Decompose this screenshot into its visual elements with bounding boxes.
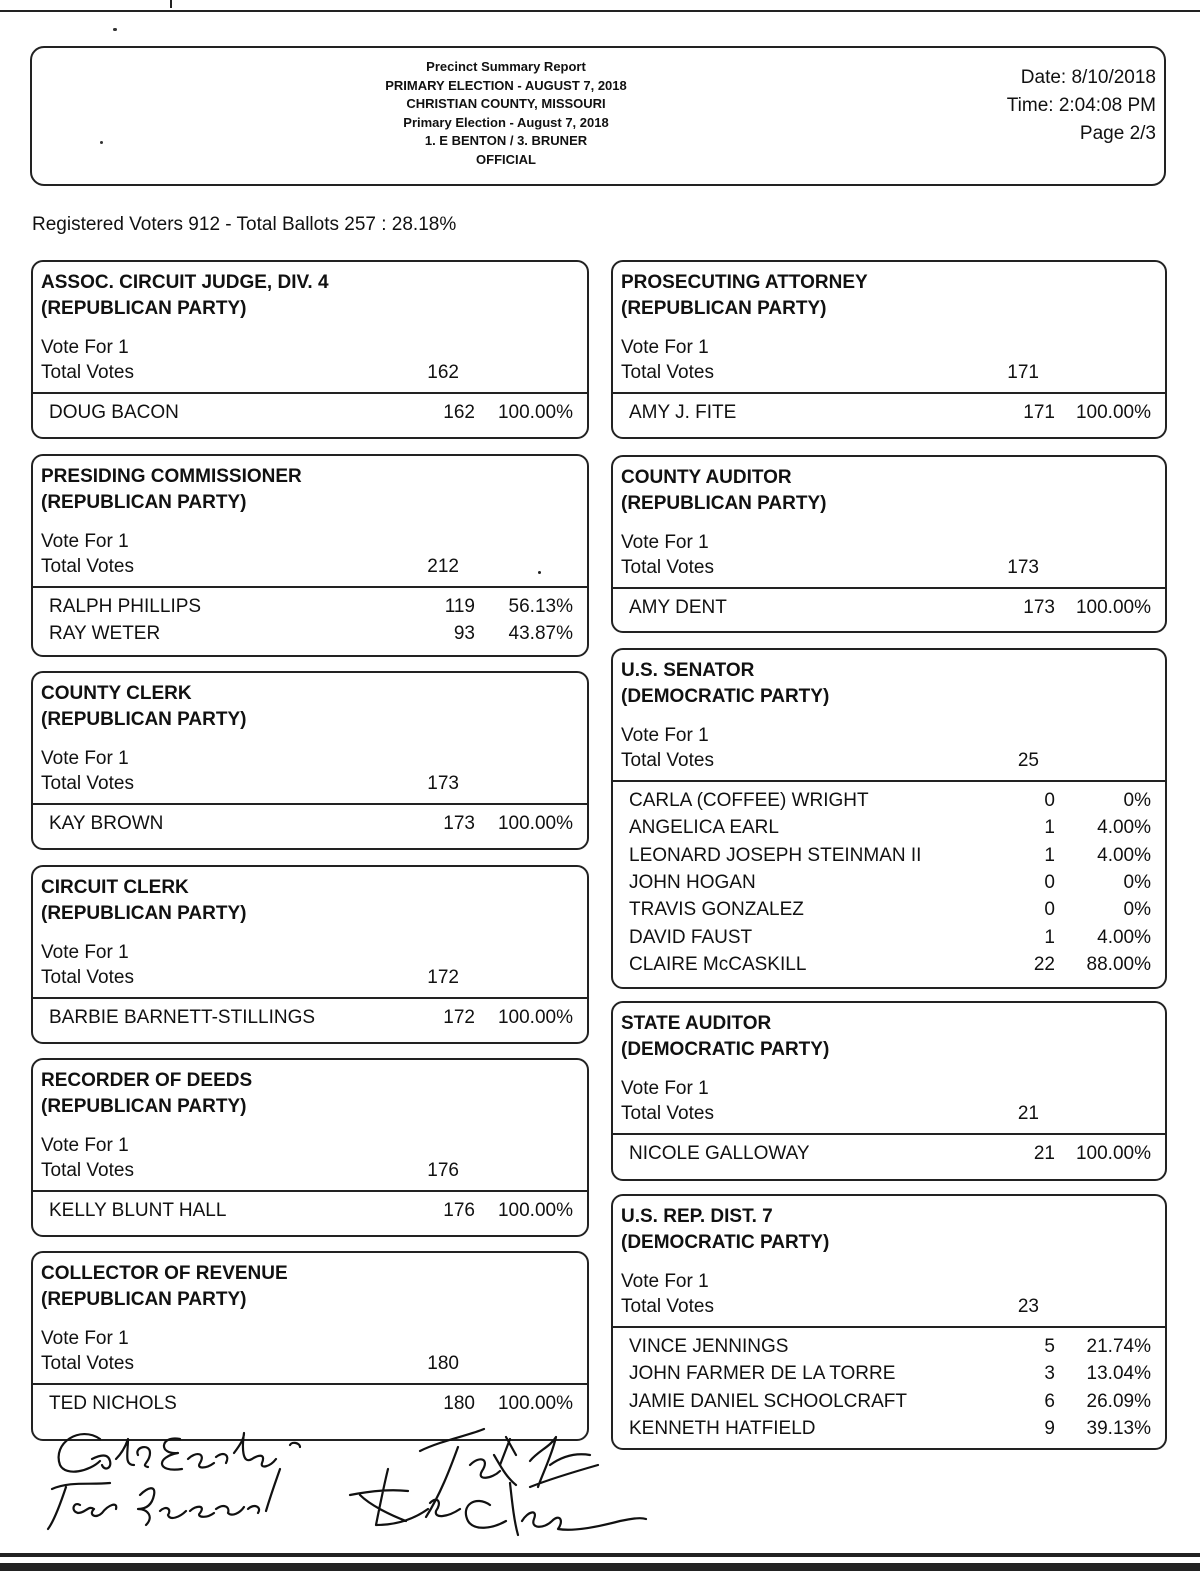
- candidate-votes: 1: [1044, 844, 1055, 866]
- candidate-name: AMY J. FITE: [629, 402, 737, 423]
- candidate-row: [629, 1336, 1151, 1363]
- candidate-row: [629, 790, 1151, 817]
- race-party: (REPUBLICAN PARTY): [41, 492, 247, 513]
- race-title: [621, 465, 826, 517]
- candidate-row: [629, 927, 1151, 954]
- candidate-row: [49, 813, 573, 840]
- race-box: [31, 260, 589, 439]
- candidate-row: [49, 1007, 573, 1034]
- candidate-percent: 0%: [1123, 899, 1151, 921]
- candidate-name: DAVID FAUST: [629, 926, 753, 948]
- candidate-row: [49, 596, 573, 623]
- race-divider: [33, 803, 587, 805]
- report-title: Precinct Summary Report: [426, 59, 586, 74]
- race-box: [31, 865, 589, 1044]
- vote-for-label: Vote For 1: [621, 1078, 709, 1099]
- total-votes-value: 180: [427, 1353, 459, 1374]
- candidate-name: KAY BROWN: [49, 813, 164, 834]
- race-office: COUNTY AUDITOR: [621, 467, 792, 488]
- candidate-percent: 39.13%: [1086, 1417, 1151, 1439]
- report-page: Page 2/3: [1079, 123, 1156, 144]
- handwritten-signatures: [30, 1425, 670, 1555]
- race-office: STATE AUDITOR: [621, 1013, 772, 1034]
- race-divider: [33, 997, 587, 999]
- race-office: RECORDER OF DEEDS: [41, 1070, 253, 1091]
- total-votes-value: 212: [427, 556, 459, 577]
- candidate-votes: 162: [443, 402, 475, 423]
- race-party: (REPUBLICAN PARTY): [41, 298, 247, 319]
- total-votes-value: 23: [1017, 1296, 1039, 1317]
- candidate-name: AMY DENT: [629, 597, 727, 618]
- candidate-name: TRAVIS GONZALEZ: [629, 899, 804, 921]
- total-votes-value: 25: [1017, 750, 1039, 771]
- race-divider: [613, 1133, 1165, 1135]
- total-votes-value: 176: [427, 1160, 459, 1181]
- race-office: U.S. REP. DIST. 7: [621, 1206, 773, 1227]
- candidate-row: [629, 402, 1151, 429]
- scan-speck: [538, 571, 541, 574]
- candidate-percent: 4.00%: [1097, 817, 1151, 839]
- candidate-percent: 100.00%: [1075, 1143, 1151, 1164]
- race-party: (REPUBLICAN PARTY): [41, 1289, 247, 1310]
- total-votes-value: 171: [1007, 362, 1039, 383]
- precinct-name: 1. E BENTON / 3. BRUNER: [424, 133, 588, 149]
- race-office: COLLECTOR OF REVENUE: [41, 1263, 288, 1284]
- race-divider: [33, 392, 587, 394]
- race-title: [41, 270, 329, 322]
- race-box: [611, 1001, 1167, 1181]
- candidate-votes: 1: [1044, 817, 1055, 839]
- candidate-votes: 21: [1033, 1143, 1055, 1164]
- candidate-votes: 0: [1044, 899, 1055, 921]
- race-title: [41, 1068, 252, 1120]
- vote-for-label: Vote For 1: [621, 725, 709, 746]
- registered-voters-summary: Registered Voters 912 - Total Ballots 257 : 28.18%: [32, 214, 457, 235]
- candidate-name: CLAIRE McCASKILL: [629, 953, 807, 975]
- race-divider: [613, 587, 1165, 589]
- race-office: U.S. SENATOR: [621, 660, 755, 681]
- scan-speck: [113, 28, 117, 31]
- race-divider: [613, 780, 1165, 782]
- candidate-votes: 9: [1044, 1417, 1055, 1439]
- total-votes-value: 162: [427, 362, 459, 383]
- race-office: PRESIDING COMMISSIONER: [41, 466, 302, 487]
- candidate-percent: 88.00%: [1086, 953, 1151, 975]
- report-title-block: [32, 58, 980, 170]
- race-party: (REPUBLICAN PARTY): [41, 903, 247, 924]
- vote-for-label: Vote For 1: [621, 337, 709, 358]
- candidate-votes: 172: [443, 1007, 475, 1028]
- top-border-tick: [170, 0, 172, 8]
- bottom-border-band: [0, 1563, 1200, 1571]
- signature-4: [500, 1437, 516, 1465]
- total-votes-value: 173: [1007, 557, 1039, 578]
- candidate-row: [629, 845, 1151, 872]
- candidate-percent: 56.13%: [508, 596, 573, 617]
- signature-1: [59, 1433, 300, 1472]
- vote-for-label: Vote For 1: [41, 1328, 129, 1349]
- candidate-percent: 100.00%: [1075, 402, 1151, 423]
- candidate-row: [49, 1200, 573, 1227]
- race-title: [41, 1261, 288, 1313]
- vote-for-label: Vote For 1: [621, 1271, 709, 1292]
- race-box: [611, 1194, 1167, 1450]
- race-title: [621, 1011, 829, 1063]
- total-votes-label: Total Votes: [621, 750, 714, 771]
- race-party: (DEMOCRATIC PARTY): [621, 1039, 830, 1060]
- race-party: (REPUBLICAN PARTY): [41, 1096, 247, 1117]
- candidate-name: RAY WETER: [49, 623, 161, 645]
- race-divider: [33, 1383, 587, 1385]
- candidate-votes: 0: [1044, 871, 1055, 893]
- race-party: (REPUBLICAN PARTY): [41, 709, 247, 730]
- candidate-row: [49, 623, 573, 650]
- race-divider: [33, 586, 587, 588]
- race-title: [621, 270, 868, 322]
- official-label: OFFICIAL: [476, 151, 536, 167]
- candidate-percent: 0%: [1123, 790, 1151, 811]
- election-name: PRIMARY ELECTION - AUGUST 7, 2018: [385, 77, 627, 93]
- candidate-percent: 4.00%: [1097, 926, 1151, 948]
- county-name: CHRISTIAN COUNTY, MISSOURI: [406, 96, 606, 112]
- candidate-votes: 1: [1044, 926, 1055, 948]
- total-votes-label: Total Votes: [621, 557, 714, 578]
- total-votes-value: 21: [1017, 1103, 1039, 1124]
- candidate-row: [629, 872, 1151, 899]
- total-votes-value: 172: [427, 967, 459, 988]
- race-party: (DEMOCRATIC PARTY): [621, 1232, 830, 1253]
- candidate-name: NICOLE GALLOWAY: [629, 1143, 810, 1164]
- report-meta: [1007, 64, 1156, 148]
- candidate-percent: 100.00%: [497, 1007, 573, 1028]
- candidate-percent: 21.74%: [1086, 1336, 1151, 1357]
- candidate-percent: 100.00%: [497, 813, 573, 834]
- report-date: Date: 8/10/2018: [1020, 67, 1156, 88]
- candidate-percent: 100.00%: [497, 402, 573, 423]
- candidate-percent: 4.00%: [1097, 844, 1151, 866]
- race-divider: [33, 1190, 587, 1192]
- race-box: [611, 455, 1167, 633]
- race-box: [31, 1058, 589, 1237]
- candidate-name: VINCE JENNINGS: [629, 1336, 789, 1357]
- candidate-row: [629, 899, 1151, 926]
- candidate-name: BARBIE BARNETT-STILLINGS: [49, 1007, 316, 1028]
- candidate-percent: 100.00%: [497, 1393, 573, 1414]
- race-divider: [613, 1326, 1165, 1328]
- candidate-row: [629, 1391, 1151, 1418]
- candidate-name: TED NICHOLS: [49, 1393, 177, 1414]
- race-title: [41, 681, 246, 733]
- total-votes-label: Total Votes: [41, 967, 134, 988]
- race-box: [611, 260, 1167, 439]
- total-votes-label: Total Votes: [41, 773, 134, 794]
- candidate-votes: 3: [1044, 1363, 1055, 1385]
- candidate-name: JOHN FARMER DE LA TORRE: [629, 1363, 896, 1385]
- candidate-votes: 119: [444, 596, 475, 617]
- race-box: [31, 454, 589, 657]
- race-party: (REPUBLICAN PARTY): [621, 493, 827, 514]
- vote-for-label: Vote For 1: [41, 531, 129, 552]
- candidate-votes: 180: [443, 1393, 475, 1414]
- race-box: [31, 1251, 589, 1441]
- race-box: [31, 671, 589, 850]
- candidate-name: JAMIE DANIEL SCHOOLCRAFT: [629, 1390, 908, 1412]
- candidate-name: CARLA (COFFEE) WRIGHT: [629, 790, 869, 811]
- total-votes-label: Total Votes: [621, 362, 714, 383]
- race-office: CIRCUIT CLERK: [41, 877, 189, 898]
- race-office: COUNTY CLERK: [41, 683, 192, 704]
- race-title: [621, 1204, 829, 1256]
- vote-for-label: Vote For 1: [621, 532, 709, 553]
- candidate-percent: 0%: [1123, 871, 1151, 893]
- candidate-name: DOUG BACON: [49, 402, 179, 423]
- candidate-row: [49, 402, 573, 429]
- race-office: ASSOC. CIRCUIT JUDGE, DIV. 4: [41, 272, 329, 293]
- candidate-row: [629, 597, 1151, 624]
- vote-for-label: Vote For 1: [41, 1135, 129, 1156]
- race-divider: [613, 392, 1165, 394]
- candidate-name: KENNETH HATFIELD: [629, 1417, 816, 1439]
- total-votes-label: Total Votes: [41, 362, 134, 383]
- signature-3: [350, 1429, 646, 1535]
- candidate-percent: 43.87%: [508, 623, 573, 645]
- candidate-votes: 6: [1044, 1390, 1055, 1412]
- vote-for-label: Vote For 1: [41, 337, 129, 358]
- candidate-percent: 100.00%: [1075, 597, 1151, 618]
- candidate-row: [629, 1363, 1151, 1390]
- report-time: Time: 2:04:08 PM: [1006, 95, 1156, 116]
- vote-for-label: Vote For 1: [41, 748, 129, 769]
- candidate-row: [629, 1418, 1151, 1445]
- candidate-votes: 176: [443, 1200, 475, 1221]
- total-votes-label: Total Votes: [41, 1160, 134, 1181]
- candidate-percent: 26.09%: [1086, 1390, 1151, 1412]
- total-votes-label: Total Votes: [41, 1353, 134, 1374]
- race-title: [621, 658, 829, 710]
- candidate-votes: 93: [453, 623, 475, 645]
- candidate-votes: 171: [1023, 402, 1055, 423]
- bottom-border-line: [0, 1553, 1200, 1557]
- candidate-row: [49, 1393, 573, 1420]
- total-votes-label: Total Votes: [621, 1103, 714, 1124]
- race-box: [611, 648, 1167, 989]
- candidate-votes: 22: [1033, 953, 1055, 975]
- race-title: [41, 875, 246, 927]
- total-votes-label: Total Votes: [41, 556, 134, 577]
- report-header: [30, 46, 1166, 186]
- candidate-name: ANGELICA EARL: [629, 817, 779, 839]
- candidate-votes: 5: [1044, 1336, 1055, 1357]
- race-title: [41, 464, 302, 516]
- signature-2: [48, 1469, 280, 1529]
- candidate-name: RALPH PHILLIPS: [49, 596, 202, 617]
- race-party: (REPUBLICAN PARTY): [621, 298, 827, 319]
- candidate-percent: 13.04%: [1086, 1363, 1151, 1385]
- candidate-name: LEONARD JOSEPH STEINMAN II: [629, 844, 922, 866]
- top-border-line: [0, 0, 1200, 12]
- candidate-percent: 100.00%: [497, 1200, 573, 1221]
- candidate-row: [629, 1143, 1151, 1170]
- candidate-name: KELLY BLUNT HALL: [49, 1200, 227, 1221]
- candidate-row: [629, 817, 1151, 844]
- total-votes-value: 173: [427, 773, 459, 794]
- candidate-votes: 0: [1044, 790, 1055, 811]
- candidate-votes: 173: [443, 813, 475, 834]
- election-subtitle: Primary Election - August 7, 2018: [403, 114, 609, 130]
- race-party: (DEMOCRATIC PARTY): [621, 686, 830, 707]
- race-office: PROSECUTING ATTORNEY: [621, 272, 868, 293]
- candidate-votes: 173: [1023, 597, 1055, 618]
- total-votes-label: Total Votes: [621, 1296, 714, 1317]
- candidate-row: [629, 954, 1151, 981]
- vote-for-label: Vote For 1: [41, 942, 129, 963]
- candidate-name: JOHN HOGAN: [629, 871, 756, 893]
